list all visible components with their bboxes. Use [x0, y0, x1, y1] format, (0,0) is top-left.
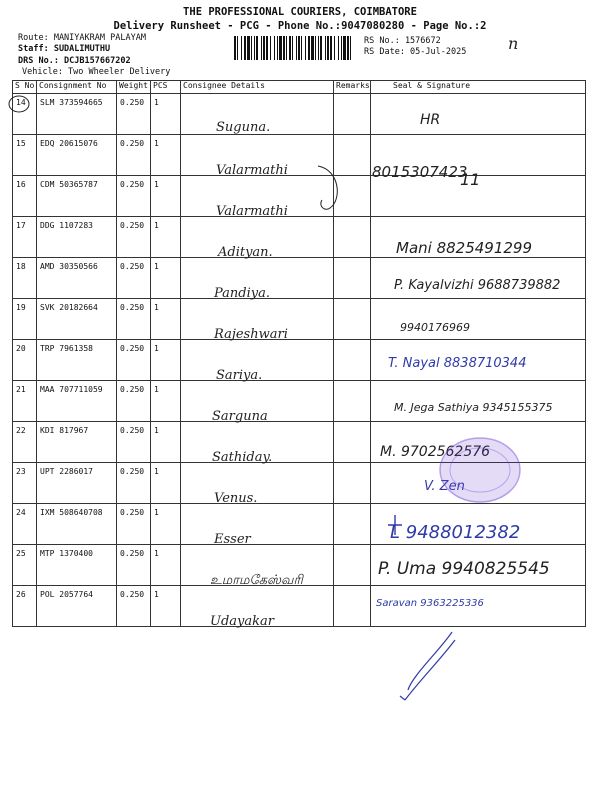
consignee-name-handwritten: Venus. — [214, 491, 258, 506]
consignee-name-handwritten: Udayakar — [210, 614, 274, 629]
consignee-name-handwritten: Sathiday. — [212, 450, 273, 465]
sno: 17 — [16, 221, 26, 230]
consignment-number: EDQ 20615076 — [40, 139, 98, 148]
sno: 21 — [16, 385, 26, 394]
consignee-name-handwritten: Rajeshwari — [214, 327, 288, 342]
receiver-signature: M. Jega Sathiya 9345155375 — [394, 401, 553, 414]
sno: 22 — [16, 426, 26, 435]
consignment-number: MTP 1370400 — [40, 549, 93, 558]
receiver-signature: V. Zen — [424, 479, 465, 494]
pcs: 1 — [154, 467, 159, 476]
pcs: 1 — [154, 344, 159, 353]
receiver-signature: P. Kayalvizhi 9688739882 — [394, 278, 561, 293]
consignee-name-handwritten: Sarguna — [212, 409, 268, 424]
weight: 0.250 — [120, 426, 145, 435]
sno: 24 — [16, 508, 26, 517]
staff-label: Staff: SUDALIMUTHU — [18, 44, 111, 54]
sno: 25 — [16, 549, 26, 558]
sno: 18 — [16, 262, 26, 271]
sno: 23 — [16, 467, 26, 476]
weight: 0.250 — [120, 139, 145, 148]
pcs: 1 — [154, 590, 159, 599]
consignee-name-handwritten: Adityan. — [218, 245, 273, 260]
consignment-number: SLM 373594665 — [40, 98, 103, 107]
consignment-number: CDM 50365787 — [40, 180, 98, 189]
consignment-number: POL 2057764 — [40, 590, 93, 599]
consignee-name-handwritten: உமாமகேஸ்வரி — [210, 573, 303, 588]
sno: 20 — [16, 344, 26, 353]
pcs: 1 — [154, 426, 159, 435]
weight: 0.250 — [120, 549, 145, 558]
weight: 0.250 — [120, 262, 145, 271]
sno: 16 — [16, 180, 26, 189]
consignment-number: MAA 707711059 — [40, 385, 103, 394]
weight: 0.250 — [120, 508, 145, 517]
receiver-signature: Mani 8825491299 — [396, 239, 533, 257]
sno: 19 — [16, 303, 26, 312]
pcs: 1 — [154, 303, 159, 312]
consignee-name-handwritten: Pandiya. — [214, 286, 270, 301]
receiver-signature: P. Uma 9940825545 — [378, 559, 550, 579]
col-header-sno: S No — [13, 81, 37, 94]
pcs: 1 — [154, 508, 159, 517]
runsheet-title: Delivery Runsheet - PCG - Phone No.:9047080280 - Page No.:2 — [113, 20, 487, 32]
sno: 26 — [16, 590, 26, 599]
consignee-name-handwritten: Suguna. — [216, 120, 271, 135]
consignment-number: KDI 817967 — [40, 426, 89, 435]
receiver-signature: L 9488012382 — [390, 522, 521, 543]
vehicle-label: Vehicle: Two Wheeler Delivery — [22, 67, 171, 77]
col-header-weight: Weight — [117, 81, 151, 94]
rs-number: RS No.: 1576672 — [364, 36, 441, 46]
receiver-signature: M. 9702562576 — [380, 444, 491, 460]
weight: 0.250 — [120, 180, 145, 189]
bracket-scribble — [318, 166, 337, 209]
col-header-remarks: Remarks — [334, 81, 371, 94]
circled-row-mark — [9, 96, 29, 112]
weight: 0.250 — [120, 467, 145, 476]
rs-date: RS Date: 05-Jul-2025 — [364, 47, 467, 57]
pcs: 1 — [154, 262, 159, 271]
pcs: 1 — [154, 221, 159, 230]
weight: 0.250 — [120, 344, 145, 353]
pcs: 1 — [154, 98, 159, 107]
drs-number: DRS No.: DCJB157667202 — [18, 56, 131, 66]
signature-scribble — [388, 515, 402, 535]
receiver-signature: HR — [420, 112, 441, 128]
consignee-name-handwritten: Valarmathi — [216, 163, 288, 178]
bottom-pen-stroke — [400, 632, 455, 700]
route-label: Route: MANIYAKRAM PALAYAM — [18, 33, 146, 43]
col-header-pcs: PCS — [151, 81, 181, 94]
col-header-consignment: Consignment No — [37, 81, 117, 94]
weight: 0.250 — [120, 221, 145, 230]
receiver-signature: 11 — [460, 170, 481, 189]
receiver-signature: T. Nayal 8838710344 — [388, 356, 527, 371]
consignment-number: SVK 20182664 — [40, 303, 98, 312]
company-title: THE PROFESSIONAL COURIERS, COIMBATORE — [183, 6, 417, 18]
weight: 0.250 — [120, 303, 145, 312]
col-header-consignee: Consignee Details — [181, 81, 334, 94]
pcs: 1 — [154, 180, 159, 189]
col-header-signature: Seal & Signature — [371, 81, 586, 94]
consignment-number: AMD 30350566 — [40, 262, 98, 271]
consignee-name-handwritten: Sariya. — [216, 368, 263, 383]
pcs: 1 — [154, 139, 159, 148]
consignment-number: DDG 1107283 — [40, 221, 93, 230]
weight: 0.250 — [120, 590, 145, 599]
sno: 14 — [16, 98, 26, 107]
receiver-signature: 9940176969 — [400, 321, 470, 334]
receiver-signature: Saravan 9363225336 — [376, 598, 484, 609]
consignment-number: UPT 2286017 — [40, 467, 93, 476]
consignment-number: TRP 7961358 — [40, 344, 93, 353]
weight: 0.250 — [120, 98, 145, 107]
weight: 0.250 — [120, 385, 145, 394]
pcs: 1 — [154, 385, 159, 394]
consignee-name-handwritten: Valarmathi — [216, 204, 288, 219]
consignment-number: IXM 508640708 — [40, 508, 103, 517]
consignee-name-handwritten: Esser — [214, 532, 251, 547]
corner-handwritten-mark: n — [508, 34, 519, 53]
pcs: 1 — [154, 549, 159, 558]
sno: 15 — [16, 139, 26, 148]
receiver-signature: 8015307423 — [372, 163, 468, 181]
